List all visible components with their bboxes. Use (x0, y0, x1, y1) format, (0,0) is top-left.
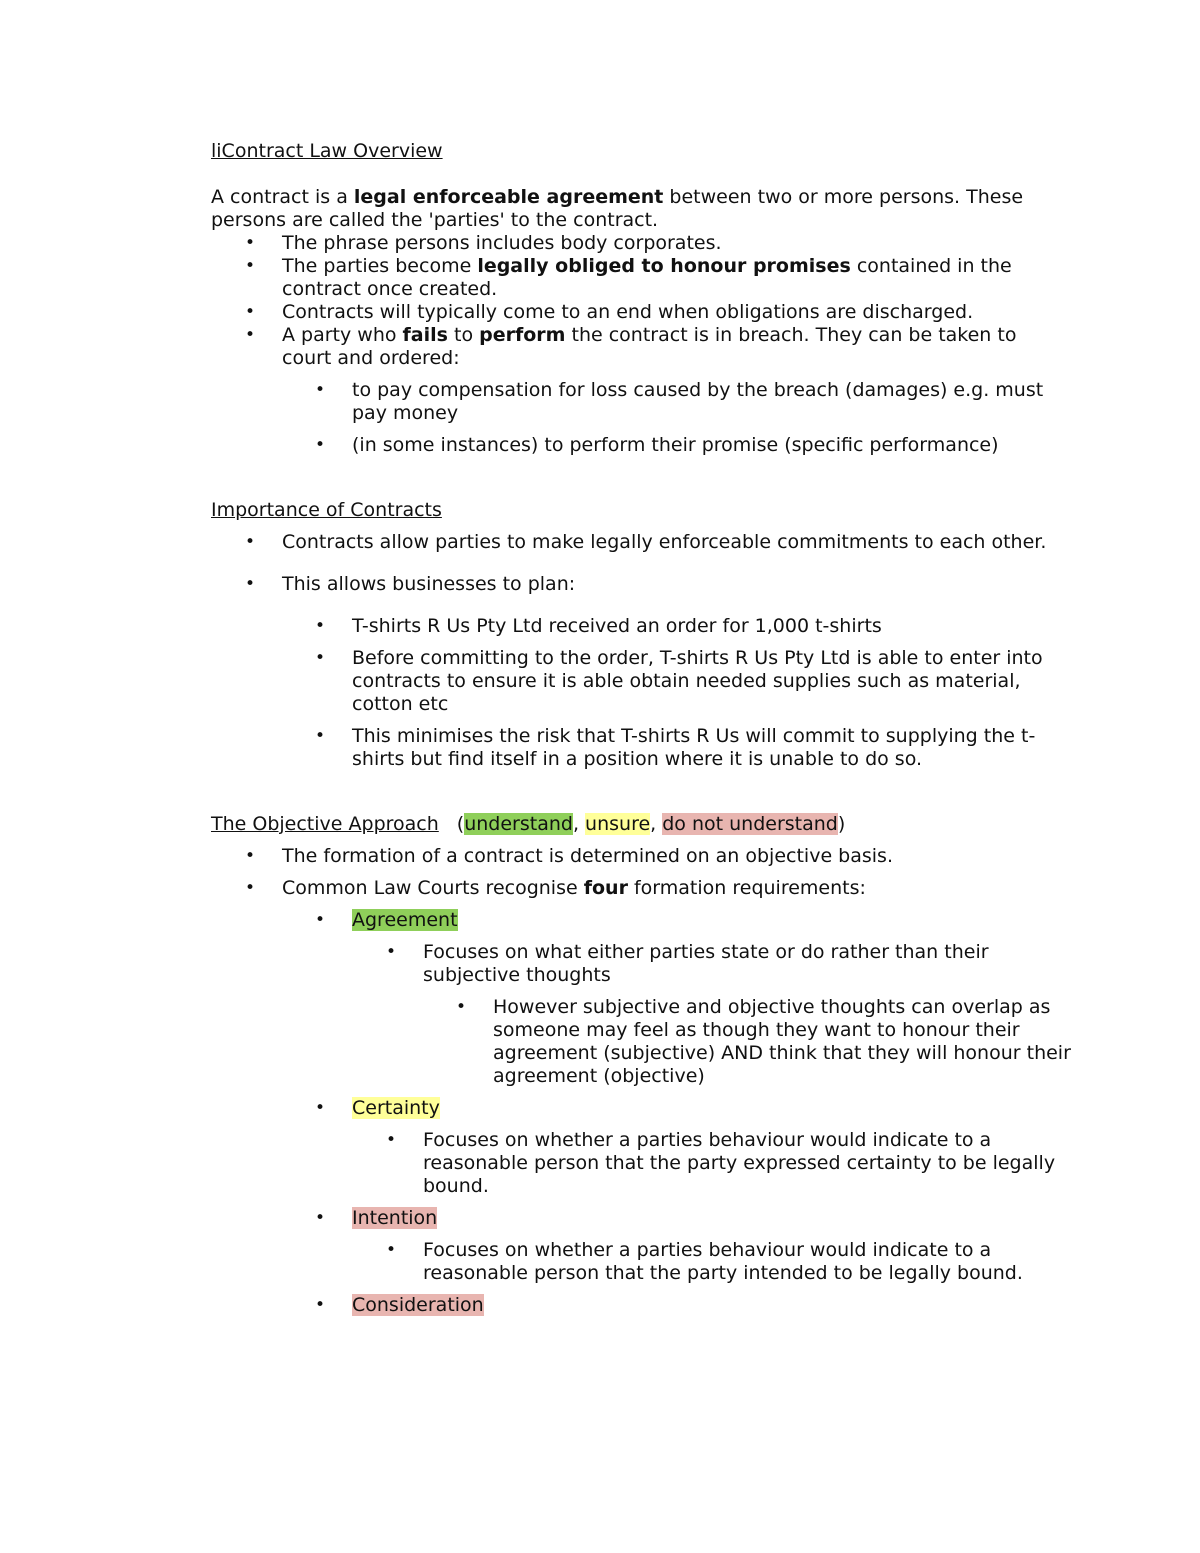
bullet-icon: • (315, 1098, 326, 1118)
legend-understand: understand (464, 813, 573, 835)
list-item: • This allows businesses to plan: (245, 573, 576, 595)
bullet-icon: • (386, 1130, 397, 1150)
formation-requirements (315, 909, 1071, 932)
intro-paragraph: A contract is a legal enforceable agreement between two or more persons. These persons are called the 'parties' to the contract. (211, 186, 1024, 231)
list-item: • (in some instances) to perform their promise (specific performance) (315, 434, 999, 456)
requirement-consideration: • Consideration (315, 1294, 484, 1316)
list-item: • Contracts allow parties to make legally enforceable commitments to each other. (245, 531, 1047, 553)
bullet-icon: • (315, 380, 326, 400)
list-item: • The formation of a contract is determined on an objective basis. (245, 845, 893, 867)
requirement-certainty: • Certainty (315, 1097, 440, 1119)
bullet-icon: • (245, 256, 256, 276)
list-item: • Contracts will typically come to an end when obligations are discharged. (245, 301, 974, 323)
section-title-contract-law-overview: liContract Law Overview (211, 140, 443, 162)
bullet-icon: • (315, 1295, 326, 1315)
list-item: • Focuses on what either parties state or do rather than their subjective thoughts (386, 941, 989, 986)
bullet-icon: • (245, 574, 256, 594)
bullet-icon: • (245, 532, 256, 552)
importance-bullets (245, 531, 1071, 596)
overview-bullets (245, 232, 1071, 370)
list-item: • Focuses on whether a parties behaviour would indicate to a reasonable person that the party expressed certainty to be legally bound. (386, 1129, 1056, 1197)
bullet-icon: • (245, 325, 256, 345)
bullet-icon: • (245, 846, 256, 866)
objective-bullets (245, 845, 1071, 900)
list-item: • However subjective and objective thoughts can overlap as someone may feel as though they want to honour their agreement (subjective) AND think that they will honour their agreement (objective) (456, 996, 1071, 1087)
list-item: • T-shirts R Us Pty Ltd received an order for 1,000 t-shirts (315, 615, 882, 637)
list-item: • to pay compensation for loss caused by the breach (damages) e.g. must pay money (315, 379, 1044, 424)
objective-approach-heading-line: The Objective Approach (understand, unsure, do not understand) (211, 813, 846, 835)
legend-do-not-understand: do not understand (662, 813, 838, 835)
breach-sub-bullets (315, 379, 1071, 457)
requirement-agreement: • Agreement (315, 909, 458, 931)
list-item: • The phrase persons includes body corporates. (245, 232, 722, 254)
list-item: • Common Law Courts recognise four formation requirements: (245, 877, 866, 899)
bullet-icon: • (315, 1208, 326, 1228)
bullet-icon: • (245, 233, 256, 253)
legend-unsure: unsure (585, 813, 651, 835)
section-title-objective-approach: The Objective Approach (211, 813, 439, 835)
tshirt-example-bullets (315, 615, 1071, 771)
bullet-icon: • (315, 616, 326, 636)
bullet-icon: • (315, 435, 326, 455)
list-item: • This minimises the risk that T-shirts R Us will commit to supplying the t-shirts but find itself in a position where it is unable to do so. (315, 725, 1036, 770)
bullet-icon: • (315, 910, 326, 930)
bullet-icon: • (386, 942, 397, 962)
requirement-intention: • Intention (315, 1207, 438, 1229)
list-item: • Focuses on whether a parties behaviour would indicate to a reasonable person that the party intended to be legally bound. (386, 1239, 1023, 1284)
bullet-icon: • (386, 1240, 397, 1260)
list-item: • Before committing to the order, T-shirts R Us Pty Ltd is able to enter into contracts to ensure it is able obtain needed supplies such as material, cotton etc (315, 647, 1043, 715)
list-item: • A party who fails to perform the contract is in breach. They can be taken to court and ordered: (245, 324, 1017, 369)
section-title-importance-of-contracts: Importance of Contracts (211, 499, 442, 521)
bullet-icon: • (315, 648, 326, 668)
list-item: • The parties become legally obliged to honour promises contained in the contract once created. (245, 255, 1012, 300)
document-page (211, 140, 1071, 1317)
bullet-icon: • (245, 302, 256, 322)
bullet-icon: • (245, 878, 256, 898)
bullet-icon: • (315, 726, 326, 746)
bullet-icon: • (456, 997, 467, 1017)
